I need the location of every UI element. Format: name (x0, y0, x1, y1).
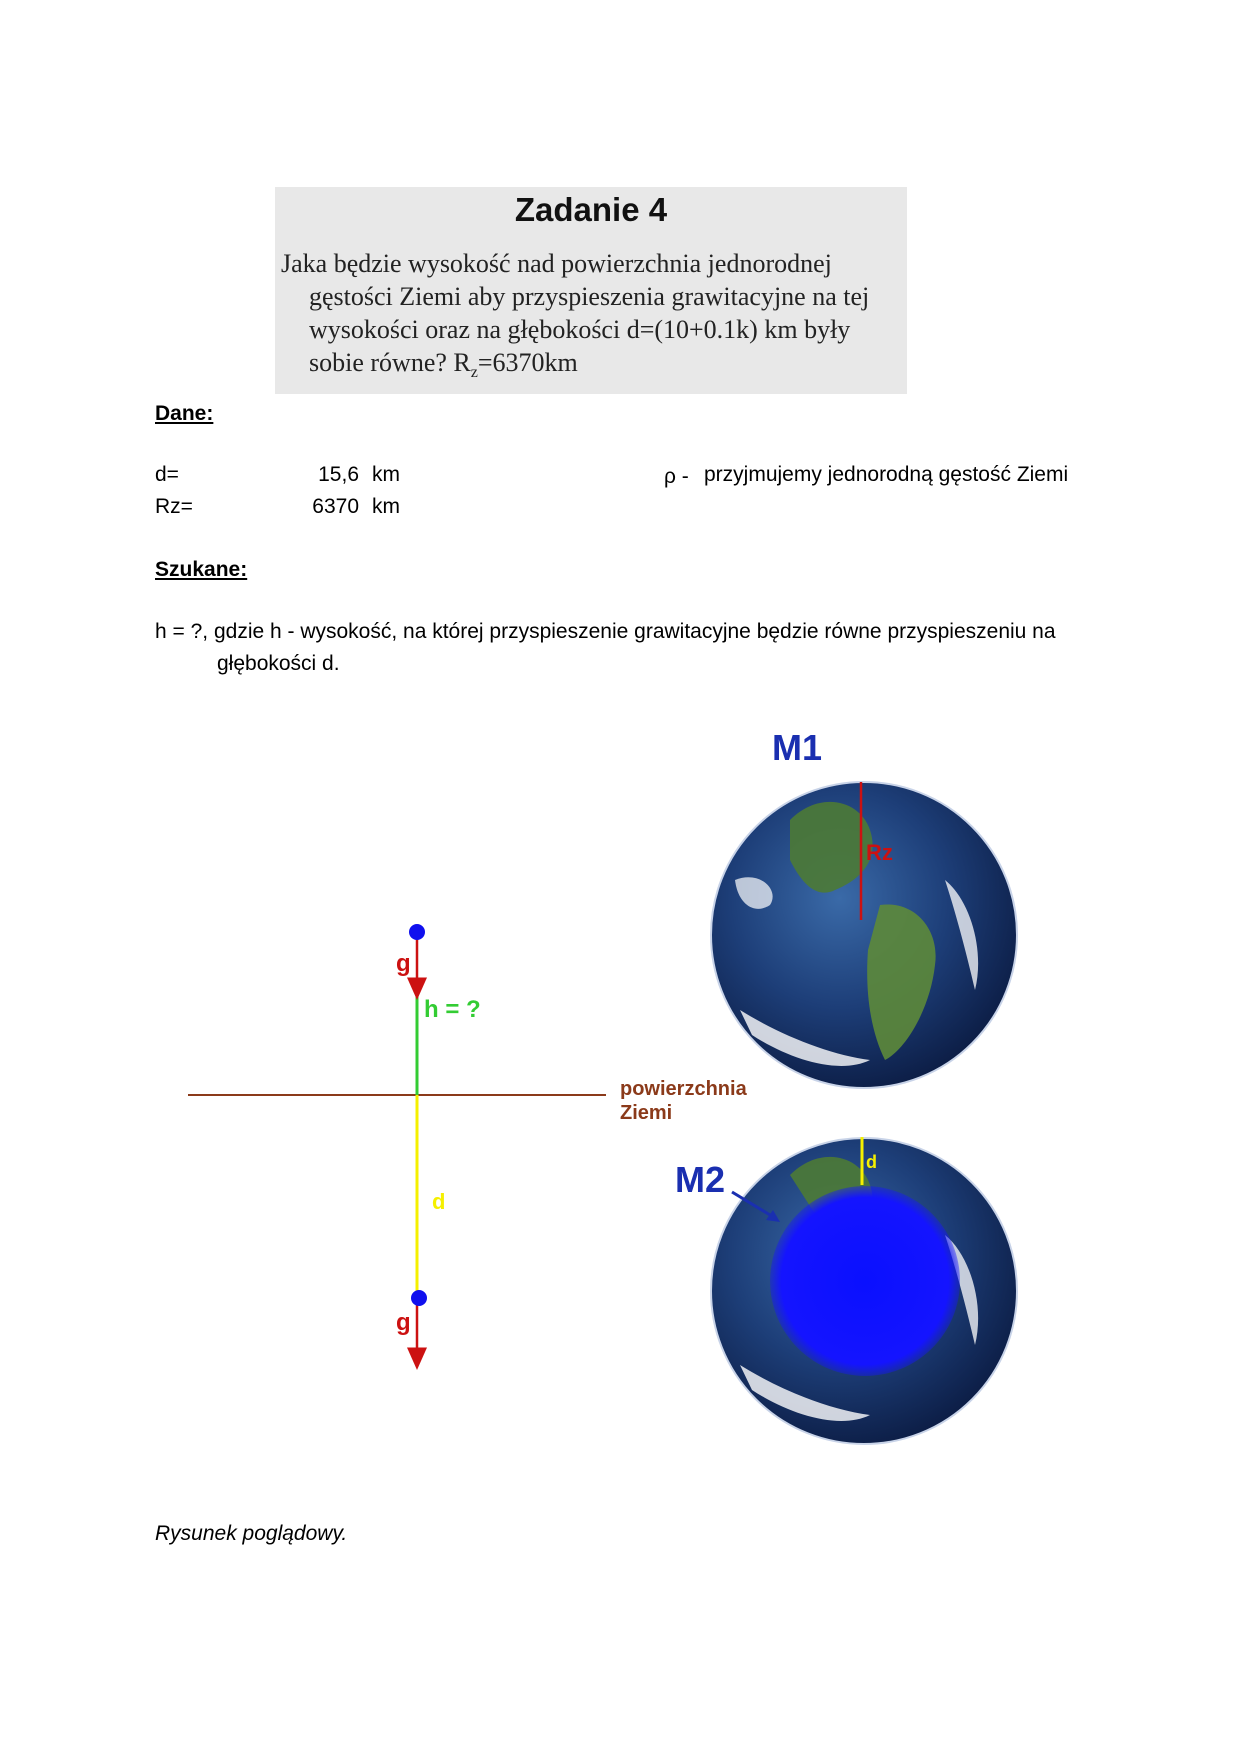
rho-text: przyjmujemy jednorodną gęstość Ziemi (704, 463, 1069, 486)
g-label-bottom: g (396, 1309, 411, 1336)
sought-line-1: h = ?, gdzie h - wysokość, na której przyspieszenie grawitacyjne będzie równe przyspieszeniu na (155, 620, 1056, 643)
given-rz-label: Rz= (155, 495, 193, 518)
m2-label: M2 (675, 1159, 726, 1200)
inner-sphere (770, 1186, 960, 1376)
given-rz-value: 6370 (312, 495, 359, 518)
mass-point-bottom (411, 1290, 427, 1306)
surface-label-1: powierzchnia (620, 1078, 747, 1100)
earth-m2 (711, 1138, 1017, 1444)
sought-line-2: głębokości d. (217, 652, 340, 675)
given-d-value: 15,6 (318, 463, 359, 486)
figure-caption: Rysunek poglądowy. (155, 1522, 348, 1545)
given-d-unit: km (372, 463, 400, 486)
rz-subscript: z (470, 364, 478, 381)
sought-heading: Szukane: (155, 558, 248, 581)
d-small-label: d (866, 1152, 877, 1172)
rz-label: Rz (866, 840, 893, 865)
earth-m1 (711, 782, 1017, 1088)
task-line-4-text: sobie równe? R (309, 348, 471, 377)
g-label-top: g (396, 950, 411, 977)
mass-point-top (409, 924, 425, 940)
task-line-3: wysokości oraz na głębokości d=(10+0.1k) km były (309, 315, 851, 344)
rho-symbol: ρ - (664, 465, 689, 488)
h-label: h = ? (424, 996, 481, 1023)
task-line-1: Jaka będzie wysokość nad powierzchnia jednorodnej (281, 249, 832, 278)
task-title: Zadanie 4 (514, 191, 668, 228)
surface-label-2: Ziemi (620, 1102, 673, 1124)
task-line-2: gęstości Ziemi aby przyspieszenia grawitacyjne na tej (309, 282, 870, 311)
d-label: d (432, 1189, 446, 1214)
m1-label: M1 (772, 727, 823, 768)
given-rz-unit: km (372, 495, 400, 518)
given-heading: Dane: (155, 402, 214, 425)
given-d-label: d= (155, 463, 179, 486)
rz-value: =6370km (477, 348, 578, 377)
